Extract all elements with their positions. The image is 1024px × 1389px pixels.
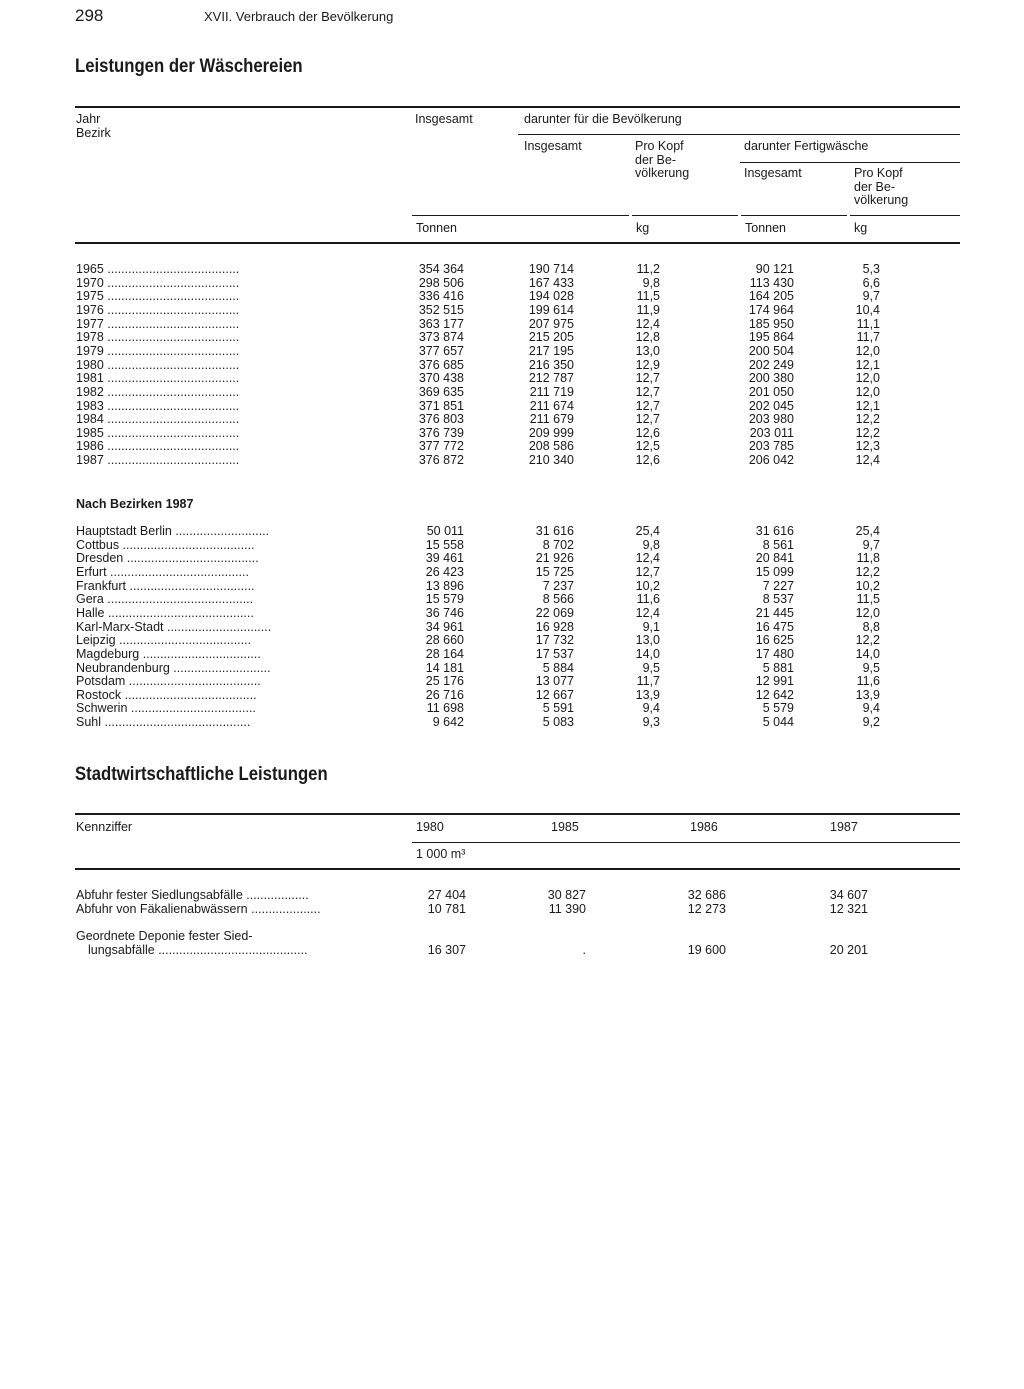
cell-value: 9,7 [862, 289, 880, 304]
cell-value: 167 433 [528, 275, 574, 290]
cell-value: 212 787 [528, 371, 574, 386]
cell-value: 12,4 [635, 551, 660, 566]
cell-value: 15 558 [425, 537, 464, 552]
cell-value: 202 045 [748, 398, 794, 413]
cell-value: 336 416 [418, 289, 464, 304]
cell-value: 200 504 [748, 343, 794, 358]
cell-value: 12,9 [635, 357, 660, 372]
header-year-1986: 1986 [690, 820, 718, 834]
cell-value: 199 614 [528, 302, 574, 317]
row-label: Frankfurt .................................... [76, 578, 255, 593]
cell-value: 12,6 [635, 453, 660, 468]
row-label: Karl-Marx-Stadt .............................. [76, 619, 272, 634]
header-insgesamt: Insgesamt [415, 112, 473, 126]
cell-value: 11,9 [636, 302, 660, 317]
cell-value: 20 201 [829, 943, 868, 957]
cell-value: 31 616 [755, 524, 794, 538]
row-label: Leipzig ...................................... [76, 633, 252, 648]
table-row [0, 701, 1024, 715]
cell-value: 25,4 [635, 524, 660, 538]
cell-value: 17 732 [535, 633, 574, 648]
cell-value: 11,8 [856, 551, 880, 566]
row-label: 1983 ...................................... [76, 398, 240, 413]
cell-value: 174 964 [748, 302, 794, 317]
row-label: 1975 ...................................... [76, 289, 240, 304]
table-row [0, 538, 1024, 552]
cell-value: 12,0 [855, 343, 880, 358]
cell-value: 377 657 [418, 343, 464, 358]
header-bev-prokopf: Pro Kopf der Be- völkerung [635, 139, 690, 180]
row-label: Halle .......................................... [76, 605, 254, 620]
cell-value: 50 011 [426, 524, 464, 538]
cell-value: 9,1 [642, 619, 660, 634]
cell-value: 5,3 [862, 262, 880, 276]
table-row [0, 647, 1024, 661]
cell-value: 215 205 [528, 330, 574, 345]
municipal-top-rule [75, 813, 960, 815]
table-row [0, 551, 1024, 565]
row-label: Gera .......................................... [76, 592, 254, 607]
cell-value: 11,6 [856, 674, 880, 689]
cell-value: 34 607 [829, 888, 868, 902]
cell-value: 13 077 [535, 674, 574, 689]
cell-value: 13,0 [635, 633, 660, 648]
cell-value: 9,4 [862, 701, 880, 716]
header-darunter-fertigwaesche: darunter Fertigwäsche [744, 139, 869, 153]
table-row [0, 592, 1024, 606]
cell-value: 5 591 [542, 701, 574, 716]
cell-value: 10,2 [635, 578, 660, 593]
table-row [0, 661, 1024, 675]
table-row [0, 579, 1024, 593]
table-row [0, 688, 1024, 702]
cell-value: 8 702 [542, 537, 574, 552]
cell-value: 216 350 [528, 357, 574, 372]
cell-value: 14 181 [425, 660, 464, 675]
header-rule-1 [518, 134, 960, 135]
section-title-washing: Leistungen der Wäschereien [75, 56, 303, 77]
table-row [0, 276, 1024, 290]
cell-value: 12,1 [855, 398, 880, 413]
section-title-municipal: Stadtwirtschaftliche Leistungen [75, 764, 328, 785]
cell-value: 19 600 [687, 943, 726, 957]
cell-value: 5 579 [762, 701, 794, 716]
cell-value: 10 781 [427, 902, 466, 916]
chapter-title: XVII. Verbrauch der Bevölkerung [204, 9, 394, 24]
municipal-unit: 1 000 m³ [416, 847, 466, 861]
cell-value: 9,7 [862, 537, 880, 552]
cell-value: 12,3 [855, 439, 880, 454]
cell-value: 7 227 [762, 578, 794, 593]
cell-value: 9,5 [862, 660, 880, 675]
cell-value: 164 205 [748, 289, 794, 304]
municipal-header-bottom-rule [75, 868, 960, 870]
cell-value: 376 739 [418, 425, 464, 440]
cell-value: 11,7 [636, 674, 660, 689]
cell-value: 207 975 [528, 316, 574, 331]
table-row [0, 888, 1024, 902]
table-row [0, 453, 1024, 467]
cell-value: 195 864 [748, 330, 794, 345]
row-label: 1979 ...................................... [76, 343, 240, 358]
header-year-1980: 1980 [416, 820, 444, 834]
cell-value: 10,2 [855, 578, 880, 593]
cell-value: 12 991 [755, 674, 794, 689]
cell-value: 15 099 [755, 564, 794, 579]
cell-value: 15 579 [425, 592, 464, 607]
row-label: Neubrandenburg ............................ [76, 660, 271, 675]
cell-value: 12,1 [855, 357, 880, 372]
row-label: Potsdam ...................................... [76, 674, 261, 689]
table-row [0, 330, 1024, 344]
cell-value: 12,2 [855, 425, 880, 440]
cell-value: 210 340 [528, 453, 574, 468]
row-label: Geordnete Deponie fester Sied- [76, 929, 253, 943]
cell-value: 11,7 [856, 330, 880, 345]
cell-value: 12,5 [635, 439, 660, 454]
cell-value: 26 423 [425, 564, 464, 579]
cell-value: 211 719 [529, 384, 574, 399]
cell-value: 25 176 [425, 674, 464, 689]
cell-value: 12,2 [855, 633, 880, 648]
cell-value: 8 537 [762, 592, 794, 607]
cell-value: 25,4 [855, 524, 880, 538]
table-row [0, 303, 1024, 317]
cell-value: 28 164 [425, 646, 464, 661]
cell-value: 209 999 [528, 425, 574, 440]
cell-value: 12,7 [635, 412, 660, 427]
cell-value: 373 874 [418, 330, 464, 345]
cell-value: 12,4 [855, 453, 880, 468]
unit-rule-kg-1 [632, 215, 738, 216]
table-row [0, 439, 1024, 453]
table-row [0, 606, 1024, 620]
cell-value: 202 249 [748, 357, 794, 372]
row-label: Hauptstadt Berlin ........................... [76, 524, 270, 538]
cell-value: 12 321 [829, 902, 868, 916]
row-label: 1980 ...................................... [76, 357, 240, 372]
row-label: 1984 ...................................... [76, 412, 240, 427]
cell-value: 8,8 [862, 619, 880, 634]
table-row [0, 633, 1024, 647]
cell-value: 14,0 [855, 646, 880, 661]
cell-value: 9,3 [642, 715, 660, 730]
row-label: 1987 ...................................... [76, 453, 240, 468]
cell-value: 15 725 [535, 564, 574, 579]
districts-heading: Nach Bezirken 1987 [76, 497, 194, 511]
row-label: Magdeburg .................................. [76, 646, 261, 661]
cell-value: 5 044 [762, 715, 794, 730]
unit-rule-tonnen-2 [741, 215, 847, 216]
cell-value: 16 307 [427, 943, 466, 957]
header-rule-2 [740, 162, 960, 163]
cell-value: 13,9 [635, 687, 660, 702]
unit-tonnen-1: Tonnen [416, 221, 458, 235]
row-label: Abfuhr von Fäkalienabwässern .................... [76, 902, 321, 916]
cell-value: 17 537 [535, 646, 574, 661]
header-bottom-rule [75, 242, 960, 244]
table-row [0, 344, 1024, 358]
cell-value: 12,0 [855, 384, 880, 399]
cell-value: 17 480 [755, 646, 794, 661]
cell-value: 31 616 [535, 524, 574, 538]
cell-value: 12,2 [855, 412, 880, 427]
unit-tonnen-2: Tonnen [745, 221, 787, 235]
table-row [0, 358, 1024, 372]
cell-value: 12,7 [635, 564, 660, 579]
header-bev-insgesamt: Insgesamt [524, 139, 582, 153]
cell-value: 11,5 [636, 289, 660, 304]
row-label: 1978 ...................................... [76, 330, 240, 345]
cell-value: 352 515 [418, 302, 464, 317]
cell-value: 12 273 [687, 902, 726, 916]
row-label: 1976 ...................................... [76, 302, 240, 317]
cell-value: 14,0 [635, 646, 660, 661]
row-label: 1965 ...................................... [76, 262, 240, 276]
cell-value: 21 926 [535, 551, 574, 566]
cell-value: 12,0 [855, 605, 880, 620]
table-row [0, 565, 1024, 579]
cell-value: 5 881 [762, 660, 794, 675]
cell-value: 203 785 [748, 439, 794, 454]
cell-value: 26 716 [425, 687, 464, 702]
cell-value: 16 928 [535, 619, 574, 634]
header-darunter-bevoelkerung: darunter für die Bevölkerung [524, 112, 682, 126]
cell-value: 12,4 [635, 316, 660, 331]
cell-value: 185 950 [748, 316, 794, 331]
table-row [0, 943, 1024, 957]
row-label: Cottbus ...................................... [76, 537, 255, 552]
cell-value: 30 827 [547, 888, 586, 902]
cell-value: 9,2 [862, 715, 880, 730]
cell-value: 298 506 [418, 275, 464, 290]
cell-value: 10,4 [855, 302, 880, 317]
cell-value: 9,8 [642, 275, 660, 290]
cell-value: 200 380 [748, 371, 794, 386]
cell-value: . [582, 943, 586, 957]
row-label: Rostock ...................................... [76, 687, 257, 702]
table-row [0, 929, 1024, 943]
cell-value: 376 685 [418, 357, 464, 372]
cell-value: 369 635 [418, 384, 464, 399]
cell-value: 13,0 [635, 343, 660, 358]
cell-value: 12,7 [635, 398, 660, 413]
cell-value: 28 660 [425, 633, 464, 648]
cell-value: 5 083 [542, 715, 574, 730]
cell-value: 194 028 [528, 289, 574, 304]
table-row [0, 524, 1024, 538]
unit-kg-1: kg [636, 221, 650, 235]
row-label: Dresden ...................................... [76, 551, 259, 566]
cell-value: 9,4 [642, 701, 660, 716]
stub-header: Jahr Bezirk [76, 112, 111, 140]
cell-value: 32 686 [687, 888, 726, 902]
table-row [0, 426, 1024, 440]
row-label: 1970 ...................................... [76, 275, 240, 290]
cell-value: 190 714 [528, 262, 574, 276]
cell-value: 354 364 [418, 262, 464, 276]
cell-value: 376 803 [418, 412, 464, 427]
row-label: lungsabfälle ........................................... [88, 943, 308, 957]
cell-value: 206 042 [748, 453, 794, 468]
municipal-header-rule [412, 842, 960, 843]
row-label: Suhl .......................................... [76, 715, 251, 730]
cell-value: 7 237 [542, 578, 574, 593]
cell-value: 27 404 [427, 888, 466, 902]
cell-value: 9,5 [642, 660, 660, 675]
cell-value: 8 561 [762, 537, 794, 552]
cell-value: 20 841 [755, 551, 794, 566]
table-top-rule [75, 106, 960, 108]
cell-value: 11,5 [856, 592, 880, 607]
header-fertig-prokopf: Pro Kopf der Be- völkerung [854, 166, 909, 207]
table-row [0, 262, 1024, 276]
row-label: 1985 ...................................... [76, 425, 240, 440]
table-row [0, 371, 1024, 385]
cell-value: 203 980 [748, 412, 794, 427]
cell-value: 370 438 [418, 371, 464, 386]
unit-rule-kg-2 [850, 215, 960, 216]
cell-value: 12,0 [855, 371, 880, 386]
row-label: Abfuhr fester Siedlungsabfälle .................. [76, 888, 309, 902]
cell-value: 12,4 [635, 605, 660, 620]
cell-value: 12,2 [855, 564, 880, 579]
row-label: 1981 ...................................... [76, 371, 240, 386]
cell-value: 208 586 [528, 439, 574, 454]
municipal-stub-header: Kennziffer [76, 820, 133, 834]
cell-value: 16 475 [755, 619, 794, 634]
cell-value: 12,6 [635, 425, 660, 440]
table-row [0, 674, 1024, 688]
cell-value: 6,6 [862, 275, 880, 290]
cell-value: 377 772 [418, 439, 464, 454]
cell-value: 21 445 [755, 605, 794, 620]
cell-value: 113 430 [749, 275, 794, 290]
cell-value: 11 390 [548, 902, 586, 916]
cell-value: 11,2 [636, 262, 660, 276]
header-year-1985: 1985 [551, 820, 579, 834]
cell-value: 13 896 [425, 578, 464, 593]
cell-value: 9,8 [642, 537, 660, 552]
unit-kg-2: kg [854, 221, 868, 235]
cell-value: 8 566 [542, 592, 574, 607]
cell-value: 12,7 [635, 371, 660, 386]
row-label: Schwerin .................................... [76, 701, 256, 716]
table-row [0, 715, 1024, 729]
row-label: 1977 ...................................... [76, 316, 240, 331]
unit-rule-tonnen-1 [412, 215, 629, 216]
cell-value: 5 884 [542, 660, 574, 675]
header-year-1987: 1987 [830, 820, 858, 834]
cell-value: 36 746 [425, 605, 464, 620]
cell-value: 12 642 [755, 687, 794, 702]
table-row [0, 902, 1024, 916]
table-row [0, 289, 1024, 303]
cell-value: 12 667 [535, 687, 574, 702]
cell-value: 11,6 [636, 592, 660, 607]
table-row [0, 317, 1024, 331]
cell-value: 203 011 [749, 425, 794, 440]
cell-value: 22 069 [535, 605, 574, 620]
cell-value: 12,8 [635, 330, 660, 345]
cell-value: 363 177 [418, 316, 464, 331]
cell-value: 371 851 [418, 398, 464, 413]
cell-value: 217 195 [528, 343, 574, 358]
cell-value: 39 461 [425, 551, 464, 566]
table-row [0, 399, 1024, 413]
cell-value: 11 698 [426, 701, 464, 716]
cell-value: 211 674 [529, 398, 574, 413]
table-row [0, 412, 1024, 426]
cell-value: 201 050 [748, 384, 794, 399]
row-label: Erfurt ........................................ [76, 564, 249, 579]
cell-value: 211 679 [529, 412, 574, 427]
row-label: 1982 ...................................... [76, 384, 240, 399]
cell-value: 11,1 [856, 316, 880, 331]
page-number: 298 [75, 6, 104, 25]
cell-value: 13,9 [855, 687, 880, 702]
header-fertig-insgesamt: Insgesamt [744, 166, 802, 180]
cell-value: 9 642 [432, 715, 464, 730]
cell-value: 90 121 [755, 262, 794, 276]
table-row [0, 385, 1024, 399]
cell-value: 12,7 [635, 384, 660, 399]
cell-value: 34 961 [425, 619, 464, 634]
cell-value: 16 625 [755, 633, 794, 648]
row-label: 1986 ...................................... [76, 439, 240, 454]
cell-value: 376 872 [418, 453, 464, 468]
table-row [0, 620, 1024, 634]
